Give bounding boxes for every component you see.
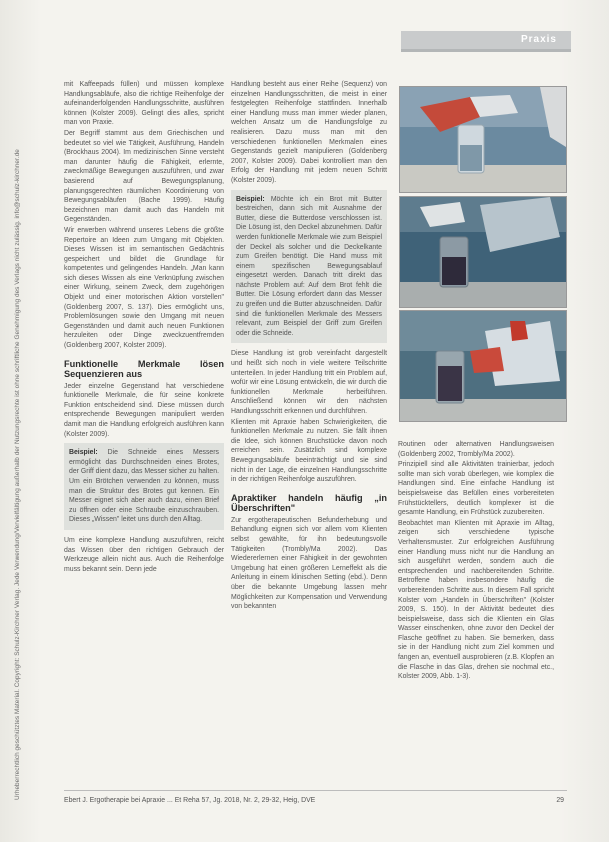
section-heading: Funktionelle Merkmale lösen Sequenzieren aus — [64, 358, 224, 379]
example-label: Beispiel: — [236, 195, 265, 203]
example-label: Beispiel: — [69, 449, 98, 457]
footer — [64, 797, 564, 804]
column-2 — [231, 80, 387, 613]
section-header-bar — [401, 31, 571, 52]
paragraph: Routinen oder alternativen Handlungsweisen (Goldenberg 2002, Trombly/Ma 2002). — [398, 441, 554, 458]
footer-citation: Ebert J. Ergotherapie bei Apraxie ... Et Reha 57, Jg. 2018, Nr. 2, 29-32, Heig, DVE — [64, 797, 316, 804]
photo-pouring-water — [399, 86, 567, 193]
example-text: Möchte ich ein Brot mit Butter bestreichen, dann sich mit Ausnahme der Butter, diese die Butterdose verschlossen ist. Die Lösung ist, den Deckel abzunehmen. Dafür werden funktionelle Merkmale wie zum Beispiel der Deckel als solcher und die Deckelkante zum Greifen benötigt. Die Hand muss mit einem spezifischen Bewegungsablauf eingesetzt werden. Danach tritt direkt das nächste Problem auf: Auf dem Brot fehlt die Butter. Die Lösung erfordert dann das Messer zu greifen und die Butter abzuschneiden. Dafür sind die funktionellen Merkmale des Messers relevant, zum Beispiel der Griff zum Greifen oder die Schneide. — [236, 195, 382, 337]
example-box — [231, 190, 387, 344]
paragraph: Diese Handlung ist grob vereinfacht dargestellt und heißt sich noch in viele weitere Teilschritte unterteilen. In jeder Handlung tritt ein Problem auf, wofür wir eine Lösung entwickeln, die wir durch die funktionellen Merkmale herbeiführen. Anschließend können wir den nächsten Handlungsschritt erkennen und durchführen. — [231, 350, 387, 415]
column-3 — [398, 440, 554, 683]
example-text: Die Schneide eines Messers ermöglicht das Durchschneiden eines Brotes, der Griff dient dazu, das Messer sicher zu halten. Um ein Brötchen verwenden zu können, muss man die Struktur des Brotes gut kennen. Ein Messer eignet sich aber auch dazu, einen Brief zu öffnen oder eine Schraube einzuschrauben. Dieses „Wissen" leitet uns durch den Alltag. — [69, 449, 220, 524]
paragraph: mit Kaffeepads füllen) und müssen komplexe Handlungsabläufe, also die richtige Reihenfolge der aufeinanderfolgenden Handlungsschritte, ausführen können (Kolster 2009). Gelingt dies alles, spricht man von Praxie. — [64, 81, 224, 127]
footer-divider — [64, 790, 567, 791]
example-box — [64, 443, 224, 530]
column-1 — [64, 80, 224, 575]
paragraph: Wir erwerben während unseres Lebens die größte Repertoire an Ideen zum Umgang mit Objekten. Dieses Wissen ist im semantischen Gedächtnis gespeichert und bildet die Grundlage für kompetentes und gelingendes Handeln. „Man kann sich dieses Wissen als eine Verknüpfung zwischen einer Wirkung, seinem Zweck, dem zugehörigen Objekt und einer motorischen Aktion vorstellen" (Goldenberg 2007, S. 137). Dies ermöglicht uns, Problemlösungen sowie den Umgang mit neuen Gegenständen und damit auch neuen Funktionen herzuleiten oder Dinge zweckzuentfremden (Goldenberg 2007, Kolster 2009). — [64, 226, 224, 350]
photo-filled-glass — [399, 310, 567, 422]
section-heading: Apraktiker handeln häufig „in Überschriften" — [231, 492, 387, 513]
paragraph: Handlung besteht aus einer Reihe (Sequenz) von einzelnen Handlungsschritten, die meist in einer festgelegten Reihenfolge stattfinden. Innerhalb einer Handlung muss man immer wieder planen, welchen Ansatz um die Handlungsfolge zu realisieren. Dazu muss man mit den verschiedenen funktionellen Merkmalen eines Gegenstands gezielt manipulieren (Goldenberg 2007, Kolster 2009). Dabei kontrolliert man den Erfolg der Handlung mit jedem neuen Schritt (Kolster 2009). — [231, 81, 387, 184]
copyright-notice: Urheberrechtlich geschütztes Material. Copyright: Schulz-Kirchner Verlag. Jede Verwendung/Vervielfältigung außerhalb der Nutzungsrechte ist ohne schriftliche Genehmigung des Verlags nicht zulässig. info@schulz-kirchner.de — [14, 149, 21, 800]
paragraph: Um eine komplexe Handlung auszuführen, reicht das Wissen über den richtigen Gebrauch der Werkzeuge allein nicht aus. Auch die Reihenfolge muss bekannt sein. Denn jede — [64, 536, 224, 573]
paragraph: Beobachtet man Klienten mit Apraxie im Alltag, zeigen sich verschiedene typische Verhaltensmuster. Zur erfolgreichen Ausführung einer Handlung muss nicht nur die Handlung an sich ausgeführt werden, sondern auch die entsprechenden und nachbereitenden Schritte. Betroffene haben insbesondere häufig die vorbereitenden Schritte aus. In diesem Fall spricht Kolster vom „Handeln in Überschriften" (Kolster 2009, S. 150). In der Aktivität bedeutet dies beispielsweise, dass sich die Klienten ein Glas Wasser einschenken, ohne zuvor den Deckel der Flasche geöffnet zu haben. Sie bemerken, dass sie in der Handlung nicht zum Ziel kommen und fangen an, eventuell ausprobieren (z.B. Klopfen an die Flasche in das Glas, drehen sie nochmal etc., Kolster 2009, Abb. 1-3). — [398, 519, 554, 681]
paragraph: Zur ergotherapeutischen Befunderhebung und Behandlung eignen sich vor allem vom Klienten selbst gewählte, für ihn bedeutungsvolle Tätigkeiten (Trombly/Ma 2002). Das Wiedererlernen einer Fähigkeit in der gewohnten Umgebung hat einen größeren Lerneffekt als die Anleitung in einem klinischen Setting (ebd.). Denn über die bekannte Umgebung lassen mehr Möglichkeiten zur Kompensation und Verwendung von bekannten — [231, 516, 387, 611]
paragraph: Jeder einzelne Gegenstand hat verschiedene funktionelle Merkmale, die für seine konkrete Funktion entscheidend sind. Diese müssen durch entsprechende Bewegungen manipuliert werden damit man die Handlung erfolgreich ausführen kann (Kolster 2009). — [64, 382, 224, 438]
page-number: 29 — [556, 797, 564, 804]
paragraph: Klienten mit Apraxie haben Schwierigkeiten, die funktionellen Merkmale zu nutzen. Sie fällt ihnen die Idee, sich können Bruchstücke davon noch erreichen sein. Zusätzlich sind komplexe Bewegungsabläufe beeinträchtigt und sie sind nicht in der Lage, die einzelnen Handlungsschritte in der richtigen Reihenfolge auszuführen. — [231, 418, 387, 484]
section-title: Praxis — [520, 34, 557, 45]
paragraph: Prinzipiell sind alle Aktivitäten trainierbar, jedoch sollte man sich vorab überlegen, wie komplex die Handlungen sind. Eine einfache Handlung ist beispielsweise das Befüllen eines vorbereiteten Frühstücktellers, deutlich komplexer ist die gesamte Handlung, ein Frühstück zuzubereiten. — [398, 461, 554, 517]
paragraph: Der Begriff stammt aus dem Griechischen und bedeutet so viel wie Tätigkeit, Ausführung, Handeln (Brockhaus 2004). Im medizinischen Sinne versteht man darunter häufig die Fähigkeit, erlernte, zweckmäßige Bewegungen auszuführen, und zwar basierend auf Bewegungsplanung, planungsgerechten räumlichen Koordinierung von Bewegungsabläufen (Bache 1999). Häufig bezeichnen man damit auch das Handeln mit Gegenständen. — [64, 129, 224, 224]
photo-bottle-and-glass — [399, 196, 567, 308]
